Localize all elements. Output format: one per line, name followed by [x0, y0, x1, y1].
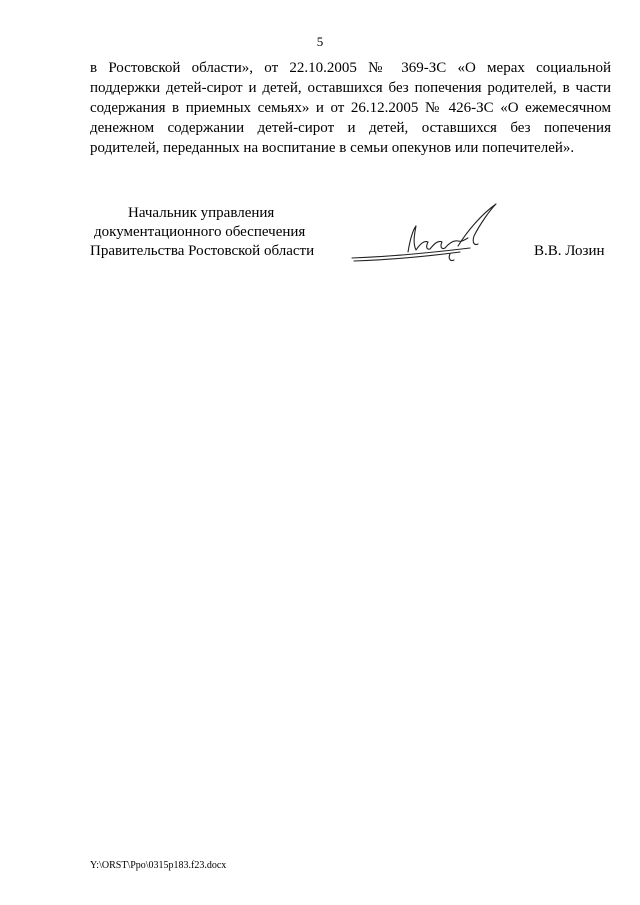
signatory-position [90, 204, 320, 261]
position-line: Правительства Ростовской области [90, 243, 315, 259]
position-line: Начальник управления [128, 205, 275, 221]
signer-name: В.В. Лозин [534, 243, 605, 259]
position-line: документационного обеспечения [94, 224, 306, 240]
body-line: денежном содержании детей-сирот и детей, оставшихся без попечения [90, 120, 611, 136]
page-number: 5 [316, 34, 324, 49]
body-line: в Ростовской области», от 22.10.2005 № 369-ЗС «О мерах социальной [90, 60, 611, 76]
body-line: родителей, переданных на воспитание в семьи опекунов или попечителей». [90, 140, 575, 156]
body-paragraph [90, 58, 611, 158]
body-line: содержания в приемных семьях» и от 26.12.2005 № 426-ЗС «О ежемесячном [90, 100, 611, 116]
body-line: поддержки детей-сирот и детей, оставшихся без попечения родителей, в части [90, 80, 611, 96]
footer-file-path: Y:\ORST\Ppo\0315p183.f23.docx [90, 860, 227, 871]
handwritten-signature [350, 200, 500, 266]
